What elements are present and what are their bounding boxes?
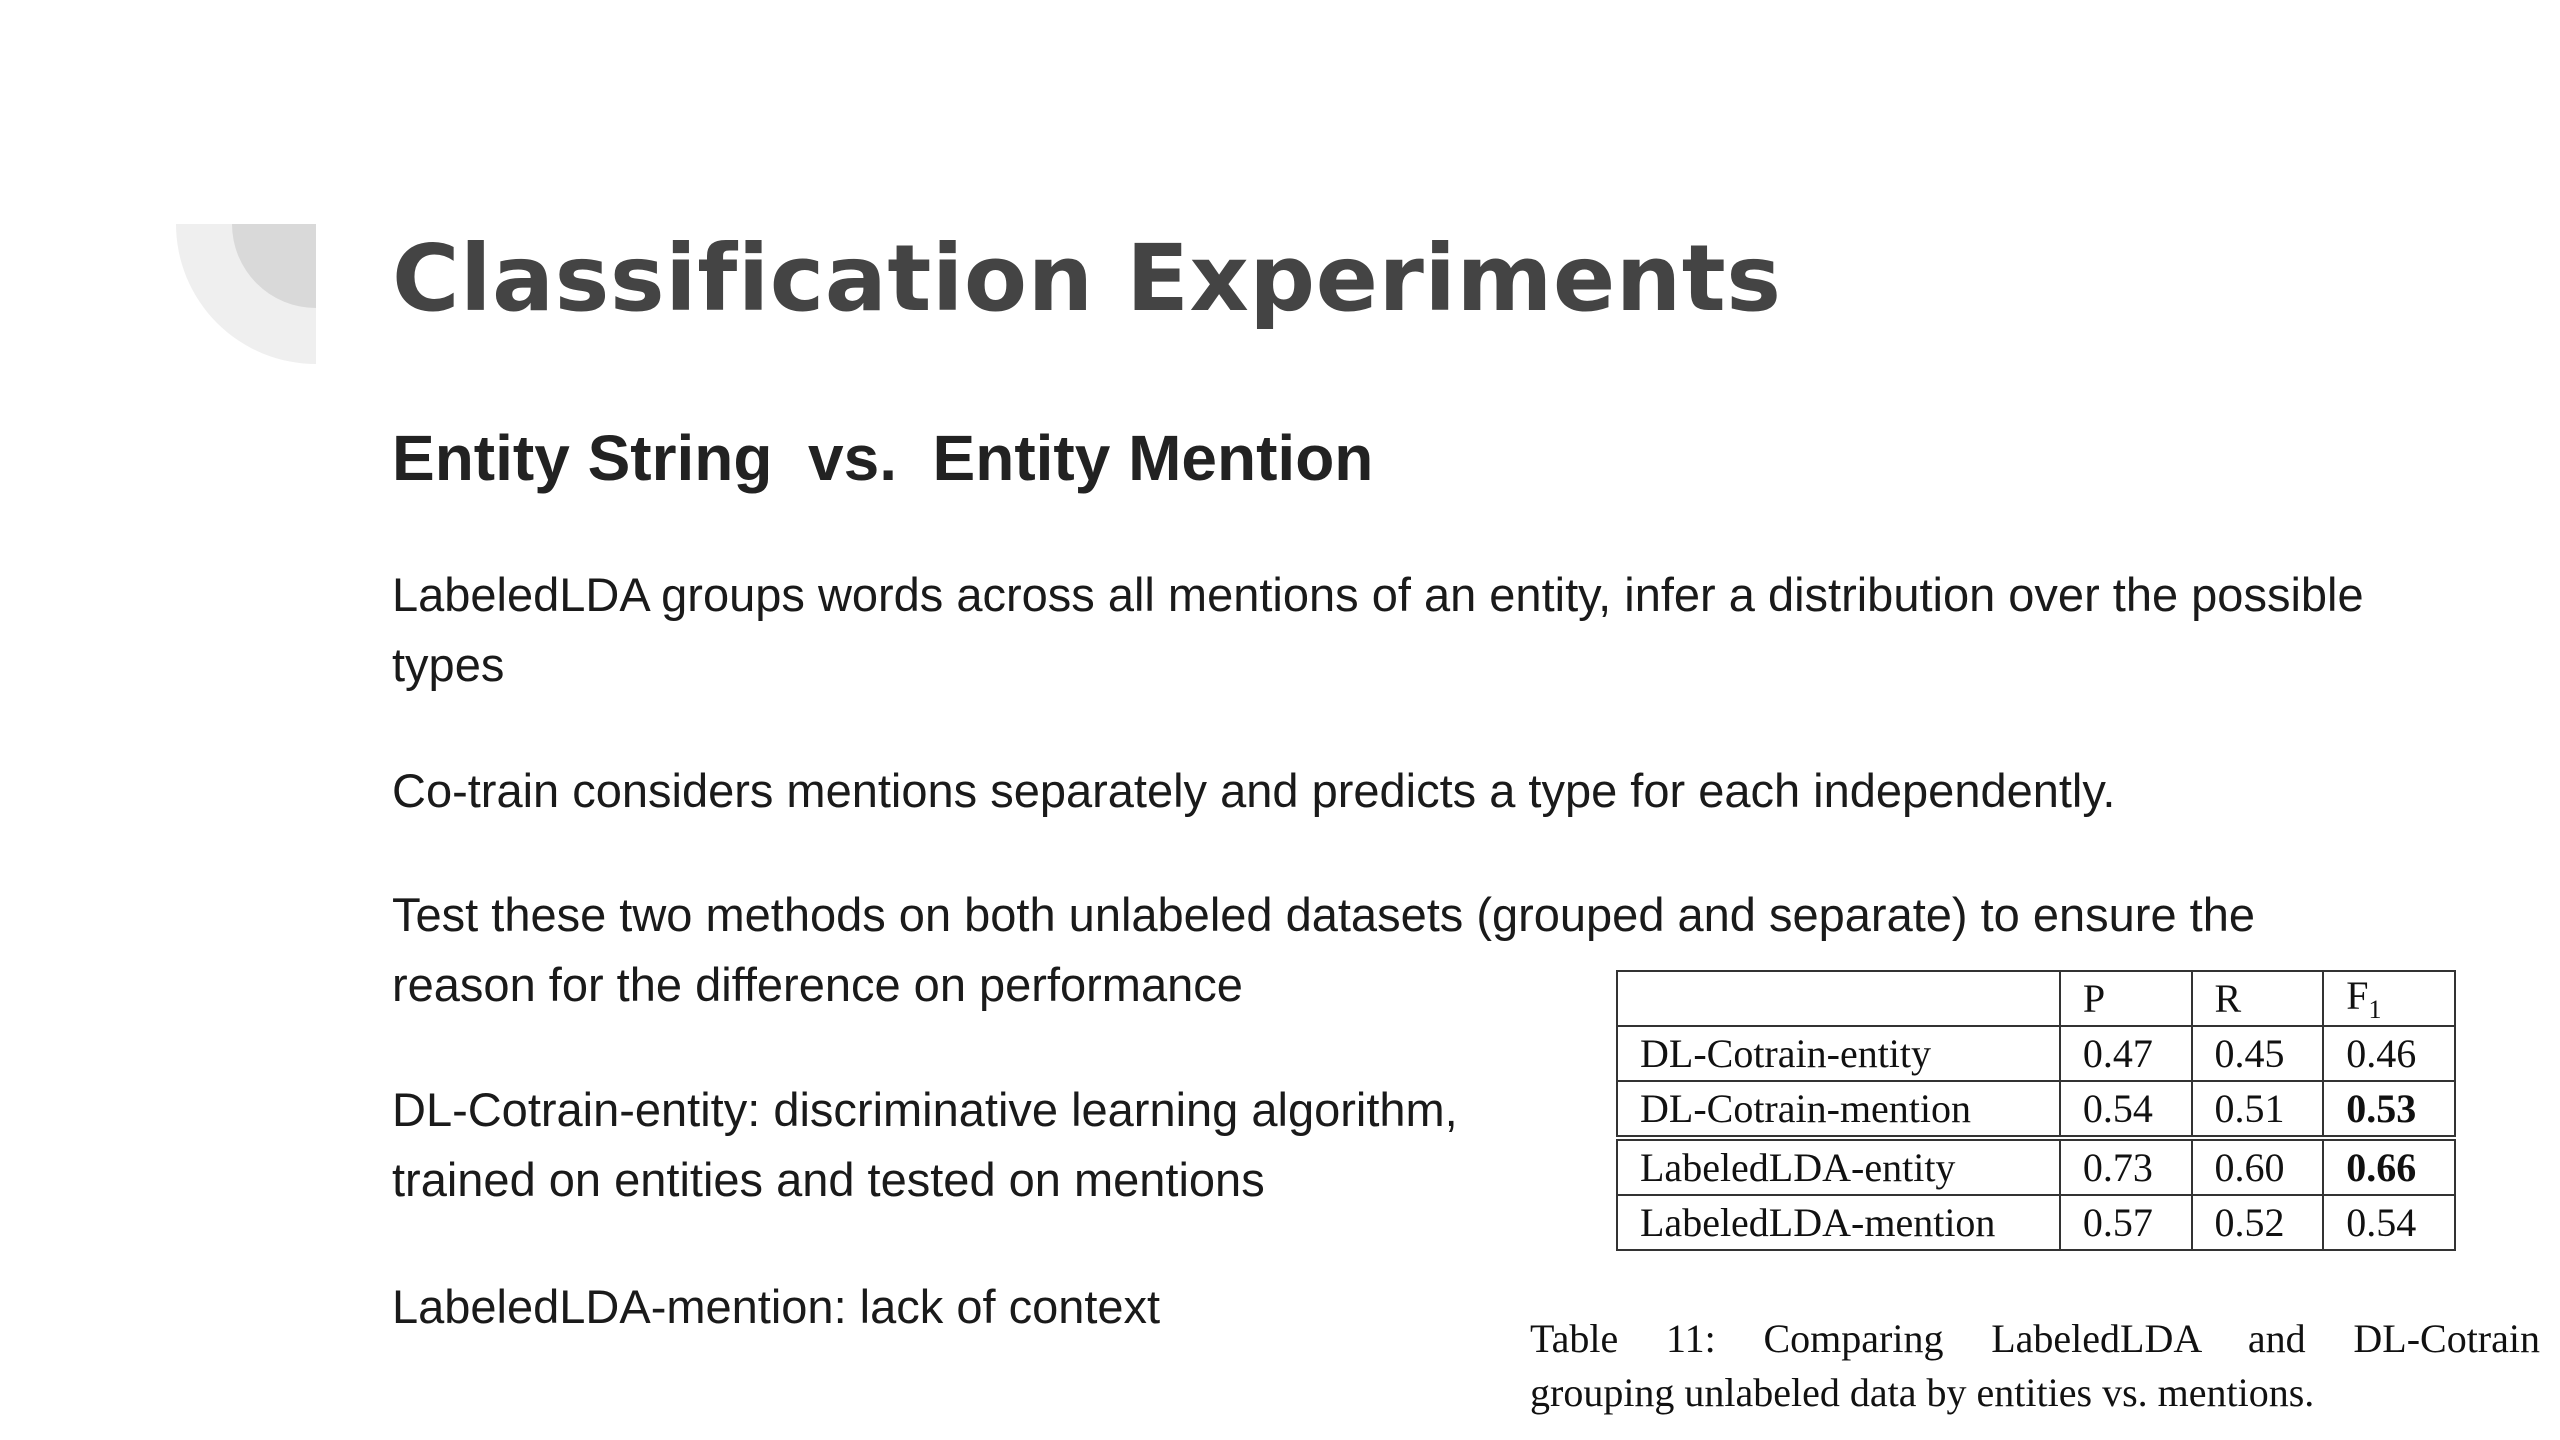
paragraph-cotrain-separate: Co-train considers mentions separately and predicts a type for each independently. xyxy=(392,764,2116,817)
paragraph-labeledlda-grouping: LabeledLDA groups words across all mentions of an entity, infer a distribution over the possible types xyxy=(392,568,2364,691)
table-caption xyxy=(1530,1312,2540,1420)
table-caption-line-2: grouping unlabeled data by entities vs. mentions. xyxy=(1530,1370,2315,1415)
cell-precision: 0.57 xyxy=(2060,1195,2192,1250)
cell-f1: 0.54 xyxy=(2323,1195,2455,1250)
cell-method: DL-Cotrain-mention xyxy=(1617,1081,2060,1138)
cell-method: LabeledLDA-entity xyxy=(1617,1138,2060,1195)
paragraph-test-methods: Test these two methods on both unlabeled datasets (grouped and separate) to ensure the reason for the difference on performance xyxy=(392,888,2255,1011)
table-row xyxy=(1617,1138,2455,1195)
cell-recall: 0.60 xyxy=(2192,1138,2324,1195)
cell-f1: 0.46 xyxy=(2323,1026,2455,1081)
cell-f1: 0.53 xyxy=(2323,1081,2455,1138)
cell-f1: 0.66 xyxy=(2323,1138,2455,1195)
table-header-row xyxy=(1617,971,2455,1026)
cell-precision: 0.47 xyxy=(2060,1026,2192,1081)
header-cell-method xyxy=(1617,971,2060,1026)
table-row xyxy=(1617,1026,2455,1081)
slide-subtitle: Entity String vs. Entity Mention xyxy=(392,422,1374,494)
header-cell-f1: $F_1$ xyxy=(2323,971,2455,1026)
corner-decoration xyxy=(176,224,316,364)
table-row xyxy=(1617,1081,2455,1138)
header-cell-precision: P xyxy=(2060,971,2192,1026)
paragraph-labeledlda-mention: LabeledLDA-mention: lack of context xyxy=(392,1280,1161,1333)
table-row xyxy=(1617,1195,2455,1250)
cell-recall: 0.51 xyxy=(2192,1081,2324,1138)
cell-recall: 0.45 xyxy=(2192,1026,2324,1081)
header-cell-recall: R xyxy=(2192,971,2324,1026)
table-caption-line-1: Table 11: Comparing LabeledLDA and DL-Cotrain xyxy=(1530,1316,2540,1361)
cell-method: DL-Cotrain-entity xyxy=(1617,1026,2060,1081)
slide-title: Classification Experiments xyxy=(392,225,1782,332)
cell-precision: 0.73 xyxy=(2060,1138,2192,1195)
cell-precision: 0.54 xyxy=(2060,1081,2192,1138)
results-table xyxy=(1616,970,2456,1251)
paragraph-dl-cotrain-entity: DL-Cotrain-entity: discriminative learning algorithm, trained on entities and tested on mentions xyxy=(392,1083,1458,1206)
cell-method: LabeledLDA-mention xyxy=(1617,1195,2060,1250)
cell-recall: 0.52 xyxy=(2192,1195,2324,1250)
